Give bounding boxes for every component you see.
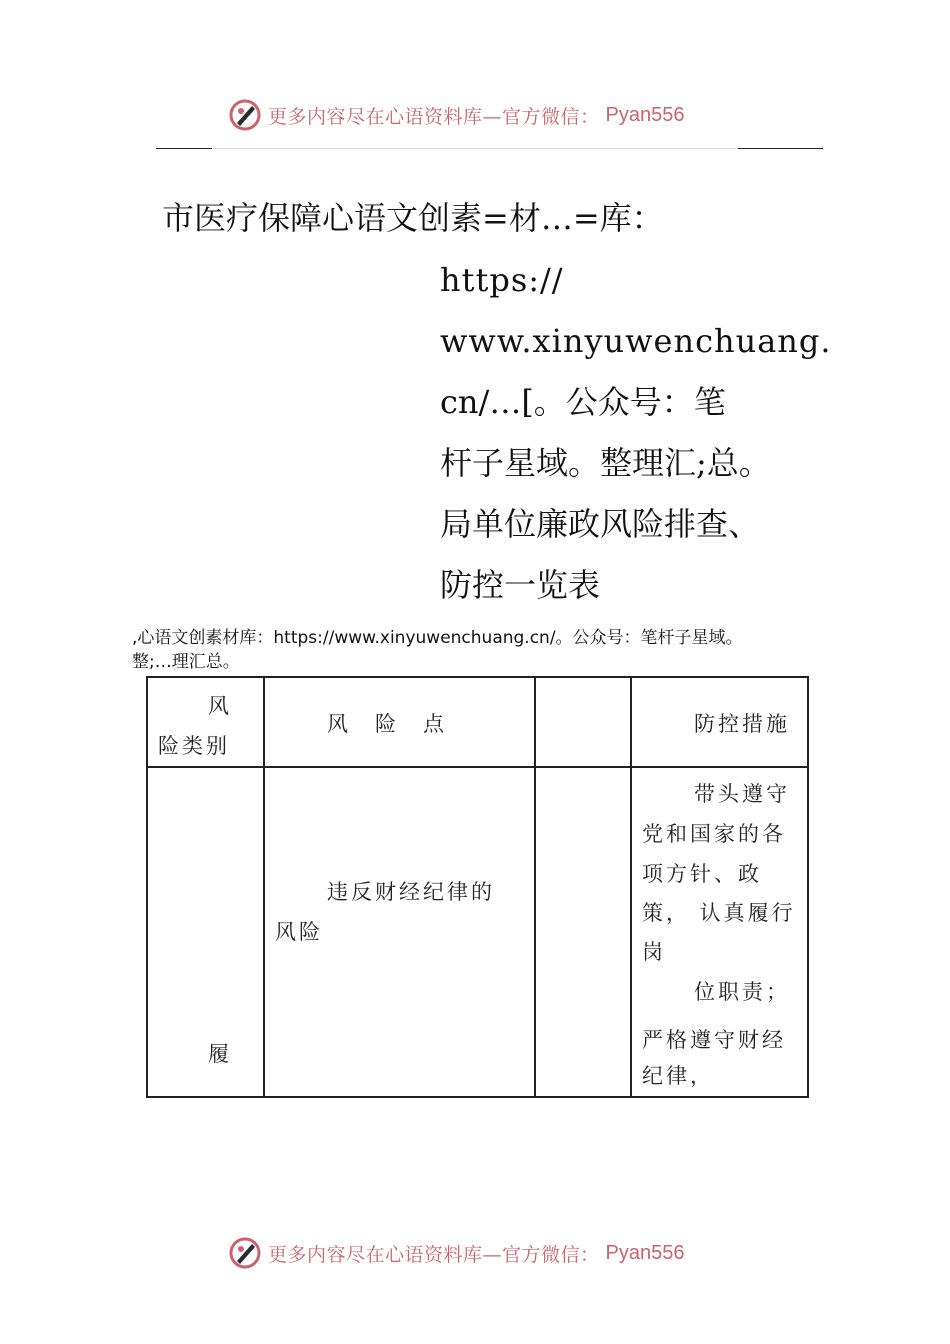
header-banner — [228, 95, 684, 135]
risk-table — [146, 676, 809, 1098]
header-measures-label: 防控措施 — [694, 712, 790, 736]
header-rule-right — [738, 148, 823, 149]
row-category-label: 履 — [208, 1042, 232, 1066]
row-risk-line-2: 风险 — [275, 920, 323, 944]
header-risk-point-label: 风 险 点 — [327, 712, 447, 736]
title-line-2: https:// — [440, 261, 564, 299]
title-line-6: 局单位廉政风险排查、 — [440, 505, 761, 543]
row-risk-line-1: 违反财经纪律的 — [327, 880, 495, 904]
title-line-3: www.xinyuwenchuang. — [440, 322, 832, 360]
pen-logo-icon — [228, 98, 262, 132]
pen-logo-icon — [228, 1236, 262, 1270]
banner-handle: Pyan556 — [605, 103, 685, 126]
banner-text: 更多内容尽在心语资料库—官方微信： — [268, 105, 600, 128]
row-measures-line-7: 严格遵守财经 — [642, 1028, 786, 1052]
row-measures-line-8: 纪律， — [642, 1064, 714, 1088]
row-measures-line-4: 策， 认真履行 — [642, 901, 796, 925]
banner-handle: Pyan556 — [605, 1241, 685, 1264]
header-risk-point — [264, 677, 535, 767]
title-line-5: 杆子星域。整理汇;总。 — [440, 444, 771, 482]
header-empty — [535, 677, 631, 767]
row-category — [147, 767, 264, 1097]
source-note-line-2: 整;…理汇总。 — [132, 652, 240, 672]
table-row — [147, 767, 808, 1097]
row-measures-line-6: 位职责； — [694, 980, 790, 1004]
row-measures-line-3: 项方针、政 — [642, 862, 762, 886]
header-category-line-2: 险类别 — [158, 734, 230, 758]
table-header-row — [147, 677, 808, 767]
footer-banner — [228, 1233, 684, 1273]
header-measures — [631, 677, 808, 767]
row-measures-line-1: 带头遵守 — [694, 782, 790, 806]
row-risk-point — [264, 767, 535, 1097]
row-measures-line-5: 岗 — [642, 940, 666, 964]
row-measures-line-2: 党和国家的各 — [642, 822, 786, 846]
header-category-line-1: 风 — [208, 694, 232, 718]
title-line-4: cn/…[。公众号：笔 — [440, 383, 726, 421]
header-category — [147, 677, 264, 767]
header-rule-mid — [212, 148, 738, 149]
title-line-1: 市医疗保障心语文创素=材…=库： — [162, 199, 664, 237]
title-line-7: 防控一览表 — [440, 566, 601, 604]
source-note-line-1: ,心语文创素材库：https://www.xinyuwenchuang.cn/。公众号：笔杆子星域。 — [132, 628, 743, 648]
banner-text: 更多内容尽在心语资料库—官方微信： — [268, 1243, 600, 1266]
header-rule-left — [156, 148, 212, 149]
row-measures — [631, 767, 808, 1097]
row-empty — [535, 767, 631, 1097]
